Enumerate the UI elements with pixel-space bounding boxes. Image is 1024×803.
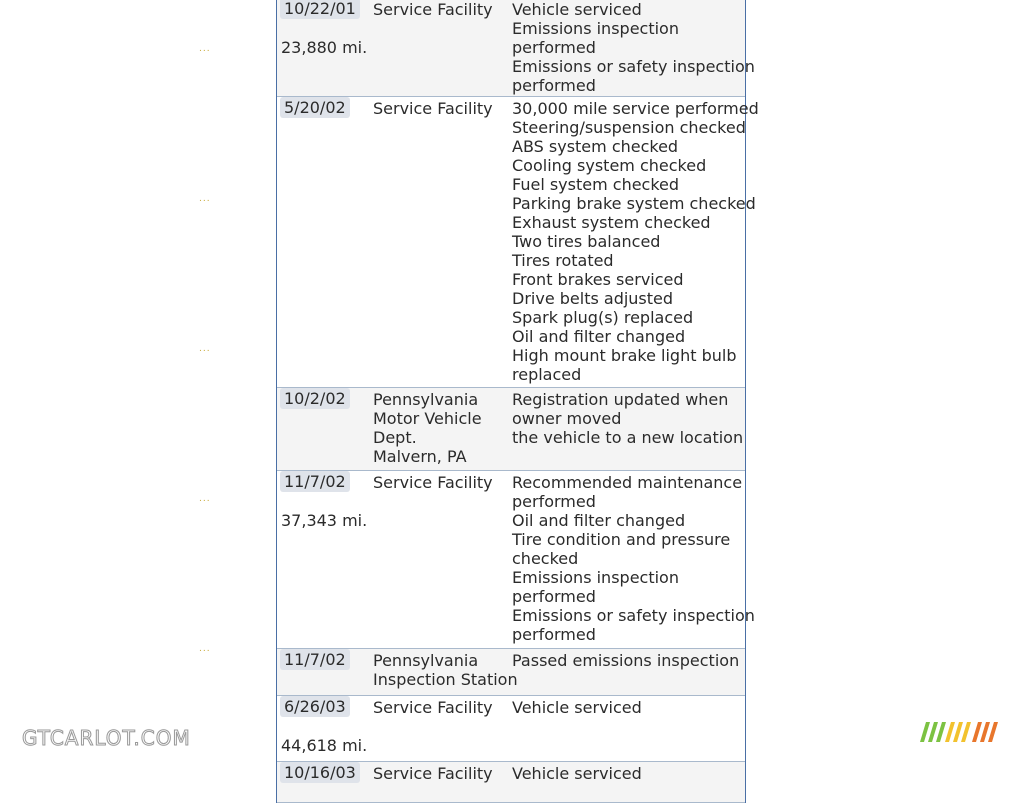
source-line: Motor Vehicle	[373, 409, 482, 428]
record-date: 11/7/02	[280, 471, 350, 492]
details-cell	[512, 390, 742, 447]
brand-stripe	[920, 722, 930, 742]
side-marker: ...	[199, 494, 211, 504]
detail-line: ABS system checked	[512, 137, 679, 156]
history-row	[277, 762, 745, 803]
history-row	[277, 696, 745, 762]
source-line: Service Facility	[373, 764, 493, 783]
detail-line: Emissions inspection	[512, 568, 679, 587]
detail-line: Oil and filter changed	[512, 511, 686, 530]
history-row	[277, 0, 755, 97]
source-line: Service Facility	[373, 0, 493, 19]
detail-line: Registration updated when	[512, 390, 729, 409]
brand-stripes-icon	[920, 720, 1000, 744]
date-cell	[280, 649, 368, 670]
detail-line: Exhaust system checked	[512, 213, 711, 232]
source-line: Service Facility	[373, 698, 493, 717]
source-line: Dept.	[373, 428, 417, 447]
detail-line: replaced	[512, 365, 582, 384]
detail-line: Two tires balanced	[512, 232, 661, 251]
detail-line: Steering/suspension checked	[512, 118, 746, 137]
record-date: 10/16/03	[280, 762, 360, 783]
detail-line: Vehicle serviced	[512, 698, 642, 717]
details-cell	[512, 698, 742, 717]
date-cell	[280, 0, 368, 57]
source-cell	[373, 99, 509, 118]
history-row	[277, 471, 755, 649]
date-cell	[280, 762, 368, 783]
brand-stripe	[961, 722, 971, 742]
detail-line: Tires rotated	[512, 251, 614, 270]
brand-stripe	[945, 722, 955, 742]
detail-line: owner moved	[512, 409, 622, 428]
detail-line: Cooling system checked	[512, 156, 707, 175]
record-date: 10/22/01	[280, 0, 360, 19]
detail-line: Parking brake system checked	[512, 194, 756, 213]
side-marker: ...	[199, 344, 211, 354]
detail-line: Tire condition and pressure	[512, 530, 731, 549]
detail-line: Emissions inspection	[512, 19, 679, 38]
detail-line: performed	[512, 38, 596, 57]
brand-stripe	[936, 722, 946, 742]
record-date: 11/7/02	[280, 649, 350, 670]
date-cell	[280, 388, 368, 409]
detail-line: Spark plug(s) replaced	[512, 308, 694, 327]
brand-stripe	[972, 722, 982, 742]
source-line: Pennsylvania	[373, 390, 479, 409]
source-cell	[373, 473, 509, 492]
detail-line: performed	[512, 76, 596, 95]
detail-line: Oil and filter changed	[512, 327, 686, 346]
side-marker: ...	[199, 44, 211, 54]
detail-line: Recommended maintenance	[512, 473, 743, 492]
detail-line: Vehicle serviced	[512, 764, 642, 783]
source-line: Pennsylvania	[373, 651, 479, 670]
detail-line: High mount brake light bulb	[512, 346, 737, 365]
detail-line: Passed emissions inspection	[512, 651, 740, 670]
brand-stripe	[953, 722, 963, 742]
source-cell	[373, 698, 509, 717]
odometer-reading: 23,880 mi.	[281, 38, 368, 57]
side-marker: ...	[199, 644, 211, 654]
detail-line: Vehicle serviced	[512, 0, 642, 19]
record-date: 10/2/02	[280, 388, 350, 409]
source-line: Inspection Station	[373, 670, 518, 689]
detail-line: Emissions or safety inspection	[512, 57, 755, 76]
detail-line: Emissions or safety inspection	[512, 606, 755, 625]
record-date: 6/26/03	[280, 696, 350, 717]
details-cell	[512, 764, 742, 783]
source-cell	[373, 764, 509, 783]
history-row	[277, 388, 745, 471]
detail-line: performed	[512, 625, 596, 644]
details-cell	[512, 0, 755, 95]
watermark-logo-text: GTCARLOT.COM	[22, 726, 191, 750]
side-marker: ...	[199, 194, 211, 204]
record-date: 5/20/02	[280, 97, 350, 118]
detail-line: Fuel system checked	[512, 175, 680, 194]
detail-line: Front brakes serviced	[512, 270, 684, 289]
odometer-reading: 37,343 mi.	[281, 511, 368, 530]
details-cell	[512, 651, 742, 670]
detail-line: performed	[512, 492, 596, 511]
detail-line: performed	[512, 587, 596, 606]
details-cell	[512, 473, 755, 644]
detail-line: 30,000 mile service performed	[512, 99, 759, 118]
detail-line: checked	[512, 549, 579, 568]
history-row	[277, 97, 759, 388]
details-cell	[512, 99, 759, 384]
history-row	[277, 649, 745, 696]
date-cell	[280, 471, 368, 530]
brand-stripe	[980, 722, 990, 742]
source-cell	[373, 0, 509, 19]
source-line: Service Facility	[373, 99, 493, 118]
brand-stripe	[928, 722, 938, 742]
date-cell	[280, 696, 368, 755]
source-cell	[373, 390, 509, 466]
detail-line: Drive belts adjusted	[512, 289, 674, 308]
date-cell	[280, 97, 368, 118]
odometer-reading: 44,618 mi.	[281, 736, 368, 755]
source-line: Service Facility	[373, 473, 493, 492]
detail-line: the vehicle to a new location	[512, 428, 744, 447]
vehicle-history-table	[276, 0, 759, 803]
source-cell	[373, 651, 518, 689]
brand-stripe	[988, 722, 998, 742]
source-line: Malvern, PA	[373, 447, 467, 466]
